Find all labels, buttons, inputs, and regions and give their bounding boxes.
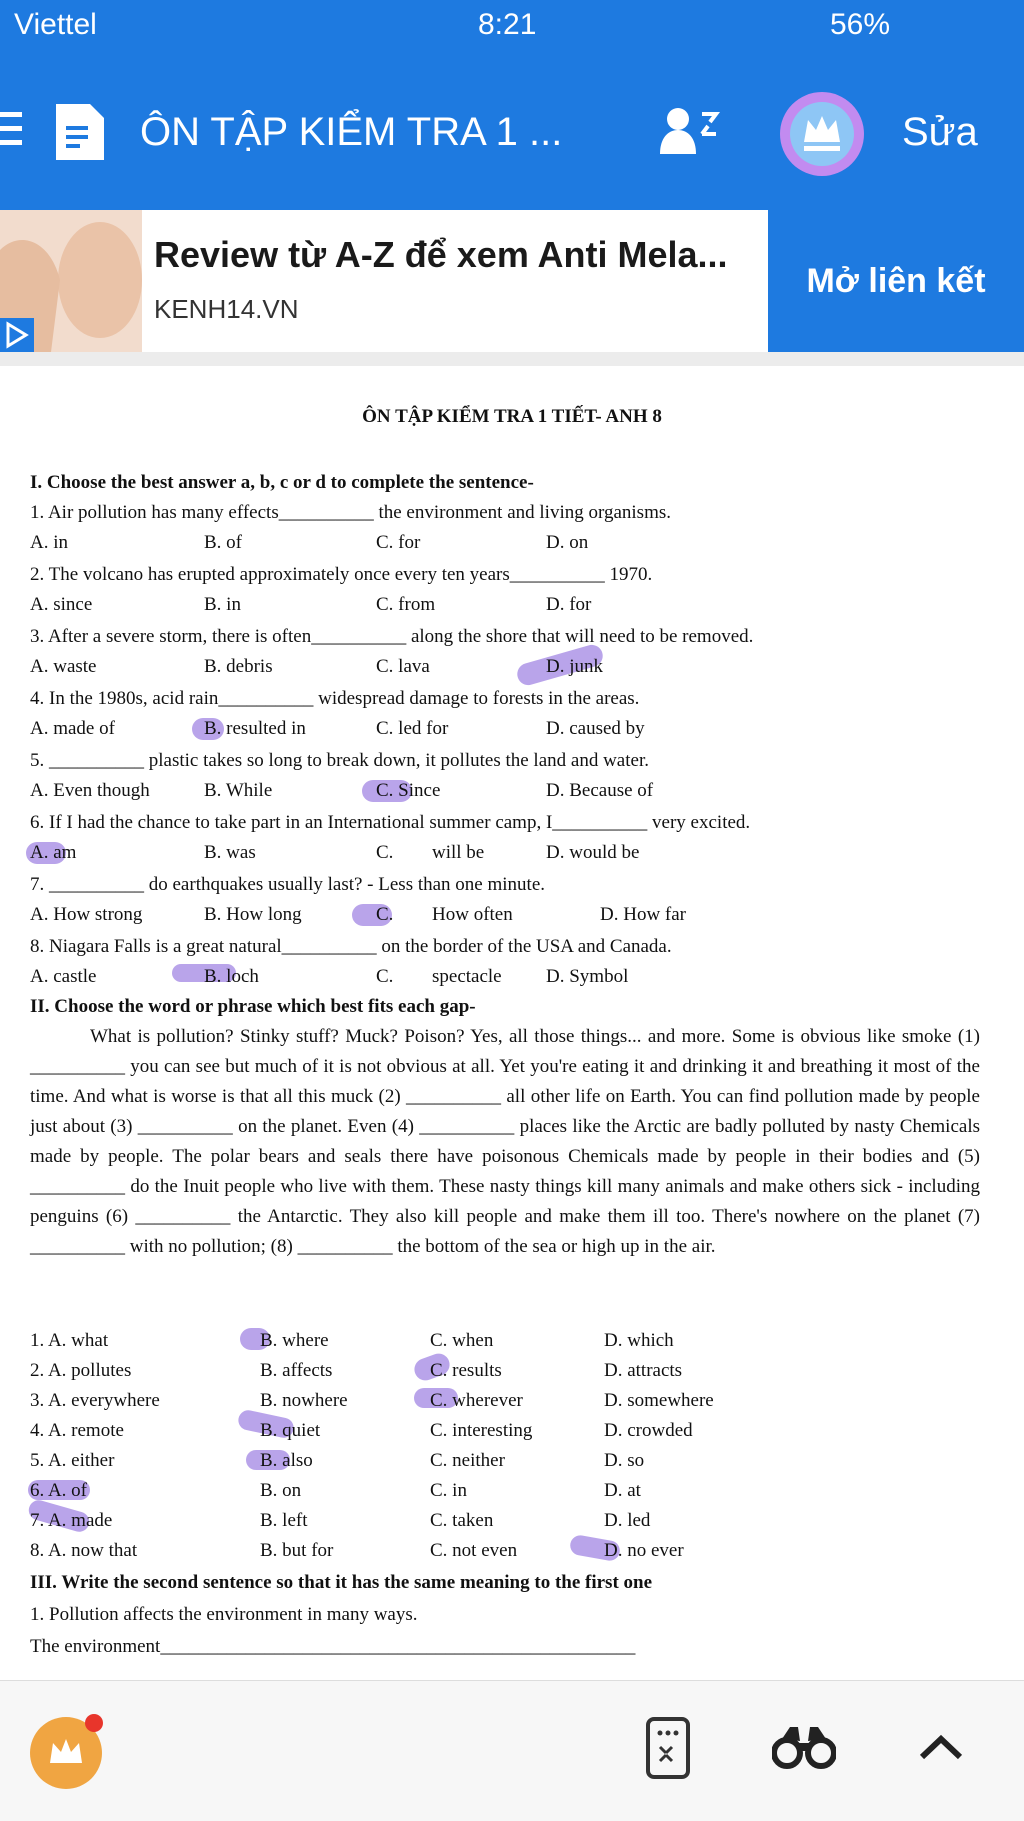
question: 3. After a severe storm, there is often__________ along the shore that will need to be removed. — [30, 626, 754, 647]
option: B. in — [204, 594, 241, 615]
question: 2. The volcano has erupted approximately once every ten years__________ 1970. — [30, 564, 653, 585]
section-heading: I. Choose the best answer a, b, c or d to complete the sentence- — [30, 472, 534, 493]
battery-level: 56% — [830, 8, 891, 41]
share-user-icon[interactable] — [660, 106, 720, 161]
app-toolbar — [0, 52, 1024, 210]
passage: What is pollution? Stinky stuff? Muck? Poison? Yes, all those things... and more. Some is obvious like smoke (1) __________ you can see but much of it is not obvious at all. Yet you're eating it and drinking it and breathing it most of the time. And what is worse is that all this muck (2) __________ all other life on Earth. You can find pollution made by people just about (3) __________ on the planet. Even (4) __________ places like the Arctic are badly polluted by nasty Chemicals made by people. The polar bears and seals there have poisonous Chemicals made by people in their bodies and (5) __________ do the Inuit people who live with them. These nasty things kill many animals and make others sick - including penguins (6) __________ the Antarctic. They also kill people and make them ill too. There's nowhere on the planet (7) __________ with no pollution; (8) __________ the bottom of the sea or high up in the air. — [30, 1026, 980, 1257]
option: C. neither — [430, 1450, 505, 1471]
option: B. quiet — [260, 1420, 321, 1441]
option: C. not even — [430, 1540, 518, 1561]
ad-headline[interactable]: Review từ A-Z để xem Anti Mela... — [154, 234, 728, 275]
clock: 8:21 — [478, 8, 537, 41]
question: 4. In the 1980s, acid rain__________ widespread damage to forests in the areas. — [30, 688, 640, 709]
option: B. resulted in — [204, 718, 306, 739]
option: D. How far — [600, 904, 687, 925]
question: 1. Pollution affects the environment in many ways. — [30, 1604, 418, 1625]
answer-prompt: The environment__________________________________________________ — [30, 1636, 636, 1657]
option: C. results — [430, 1360, 502, 1381]
option: B. was — [204, 842, 256, 863]
option: D. junk — [546, 656, 603, 677]
option: C. from — [376, 594, 436, 615]
option: A. Even though — [30, 780, 150, 801]
phone-view-icon[interactable] — [646, 1717, 690, 1784]
ad-banner[interactable] — [0, 210, 1024, 352]
option: B. but for — [260, 1540, 334, 1561]
option: D. so — [604, 1450, 645, 1471]
option: B. also — [260, 1450, 313, 1471]
option: D. for — [546, 594, 592, 615]
option: C. in — [430, 1480, 467, 1501]
option: will be — [432, 842, 485, 863]
question: 1. Air pollution has many effects__________ the environment and living organisms. — [30, 502, 671, 523]
option: A. since — [30, 594, 93, 615]
option: 8. A. now that — [30, 1540, 138, 1561]
option: D. would be — [546, 842, 640, 863]
option: D. somewhere — [604, 1390, 714, 1411]
option: 4. A. remote — [30, 1420, 124, 1441]
option: D. on — [546, 532, 589, 553]
option: A. am — [30, 842, 77, 863]
section-heading: II. Choose the word or phrase which best fits each gap- — [30, 996, 476, 1017]
option: How often — [432, 904, 513, 925]
document-title: ÔN TẬP KIỂM TRA 1 ... — [140, 110, 563, 154]
divider — [0, 352, 1024, 366]
option: 5. A. either — [30, 1450, 115, 1471]
option: C. led for — [376, 718, 449, 739]
option: B. left — [260, 1510, 308, 1531]
section-heading: III. Write the second sentence so that it has the same meaning to the first one — [30, 1572, 653, 1593]
binoculars-icon[interactable] — [772, 1725, 836, 1774]
option: B. How long — [204, 904, 302, 925]
option: A. How strong — [30, 904, 143, 925]
ad-source: KENH14.VN — [154, 294, 299, 324]
carrier-label: Viettel — [14, 8, 97, 41]
option: D. crowded — [604, 1420, 693, 1441]
option: 7. A. made — [30, 1510, 113, 1531]
edit-button[interactable]: Sửa — [902, 110, 978, 154]
option: D. which — [604, 1330, 674, 1351]
option: C. lava — [376, 656, 430, 677]
option: 2. A. pollutes — [30, 1360, 132, 1381]
option: D. led — [604, 1510, 651, 1531]
question: 7. __________ do earthquakes usually last? - Less than one minute. — [30, 874, 546, 895]
option: A. castle — [30, 966, 97, 987]
option: D. attracts — [604, 1360, 683, 1381]
option: 6. A. of — [30, 1480, 87, 1501]
option: D. caused by — [546, 718, 645, 739]
option: D. Symbol — [546, 966, 629, 987]
option: B. While — [204, 780, 273, 801]
option: A. waste — [30, 656, 97, 677]
option: B. nowhere — [260, 1390, 348, 1411]
option: C. Since — [376, 780, 441, 801]
option: C. — [376, 966, 394, 987]
scroll-up-chevron-icon[interactable] — [918, 1731, 964, 1766]
page-title: ÔN TẬP KIỂM TRA 1 TIẾT- ANH 8 — [362, 406, 662, 427]
vip-crown-icon[interactable] — [28, 1711, 108, 1796]
option: 1. A. what — [30, 1330, 109, 1351]
option: D. at — [604, 1480, 641, 1501]
option: C. interesting — [430, 1420, 533, 1441]
open-link-button[interactable]: Mở liên kết — [768, 210, 1024, 352]
option: B. debris — [204, 656, 273, 677]
option: D. no ever — [604, 1540, 684, 1561]
document-page[interactable] — [0, 366, 1024, 1680]
option: C. — [376, 842, 394, 863]
document-icon — [56, 104, 104, 165]
option: B. of — [204, 532, 242, 553]
option: C. wherever — [430, 1390, 523, 1411]
question: 5. __________ plastic takes so long to break down, it pollutes the land and water. — [30, 750, 649, 771]
premium-crown-icon[interactable] — [778, 90, 866, 183]
option: C. — [376, 904, 394, 925]
option: C. taken — [430, 1510, 494, 1531]
question: 8. Niagara Falls is a great natural__________ on the border of the USA and Canada. — [30, 936, 672, 957]
option: B. affects — [260, 1360, 333, 1381]
option: A. made of — [30, 718, 115, 739]
option: B. loch — [204, 966, 259, 987]
status-bar — [0, 0, 1024, 52]
option: 3. A. everywhere — [30, 1390, 160, 1411]
bottom-toolbar — [0, 1680, 1024, 1821]
option: B. where — [260, 1330, 329, 1351]
option: C. when — [430, 1330, 494, 1351]
option: D. Because of — [546, 780, 654, 801]
ad-thumbnail — [0, 210, 142, 352]
option: spectacle — [432, 966, 502, 987]
question: 6. If I had the chance to take part in an International summer camp, I__________ very excited. — [30, 812, 751, 833]
option: B. on — [260, 1480, 302, 1501]
menu-icon[interactable] — [0, 112, 22, 151]
option: C. for — [376, 532, 421, 553]
option: A. in — [30, 532, 68, 553]
